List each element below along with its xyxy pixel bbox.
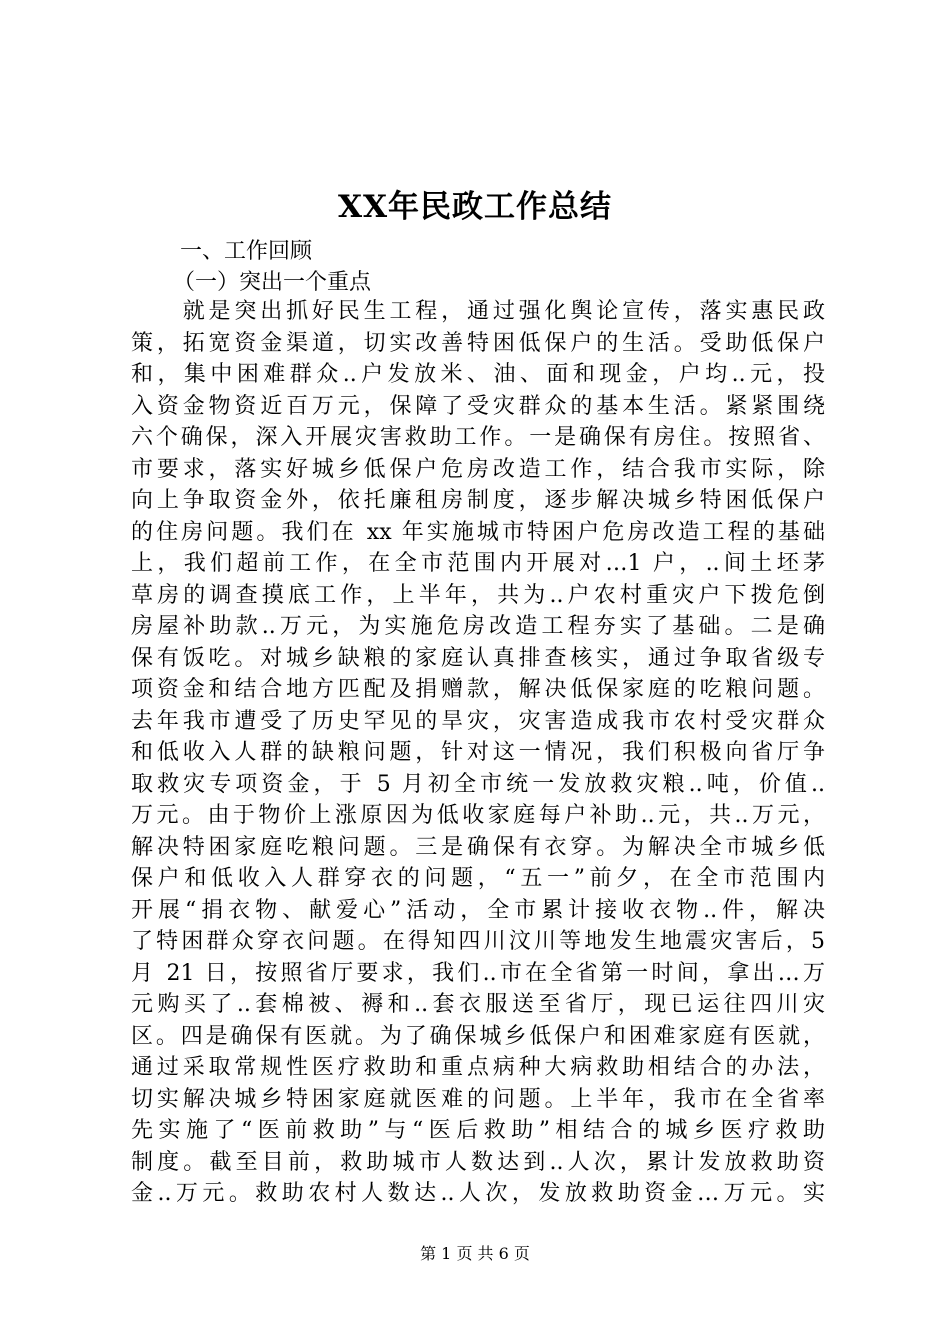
body-line: 和低收入人群的缺粮问题，针对这一情况，我们积极向省厅争 xyxy=(131,740,825,765)
body-line: 万元。由于物价上涨原因为低收家庭每户补助..元，共..万元， xyxy=(131,803,825,828)
body-line: 六个确保，深入开展灾害救助工作。一是确保有房住。按照省、 xyxy=(131,425,825,450)
body-line: 切实解决城乡特困家庭就医难的问题。上半年，我市在全省率 xyxy=(131,1086,825,1112)
subsection-heading: （一）突出一个重点 xyxy=(173,270,372,295)
body-line: 向上争取资金外，依托廉租房制度，逐步解决城乡特困低保户 xyxy=(131,488,825,513)
body-line: 去年我市遭受了历史罕见的旱灾，灾害造成我市农村受灾群众 xyxy=(131,708,825,734)
body-line: 制度。截至目前，救助城市人数达到..人次，累计发放救助资 xyxy=(131,1149,825,1175)
body-line: 保户和低收入人群穿衣的问题，“五一”前夕，在全市范围内 xyxy=(131,866,825,891)
page-footer: 第 1 页 共 6 页 xyxy=(420,1244,530,1263)
body-line: 项资金和结合地方匹配及捐赠款，解决低保家庭的吃粮问题。 xyxy=(131,677,825,702)
body-line: 市要求，落实好城乡低保户危房改造工作，结合我市实际，除 xyxy=(131,456,825,482)
body-line: 上，我们超前工作，在全市范围内开展对…1 户，..间土坯茅 xyxy=(131,551,825,576)
body-line: 元购买了..套棉被、褥和..套衣服送至省厅，现已运往四川灾 xyxy=(131,992,825,1017)
body-line: 入资金物资近百万元，保障了受灾群众的基本生活。紧紧围绕 xyxy=(131,393,825,419)
body-line: 解决特困家庭吃粮问题。三是确保有衣穿。为解决全市城乡低 xyxy=(131,834,825,860)
body-line: 房屋补助款..万元，为实施危房改造工程夯实了基础。二是确 xyxy=(131,614,825,639)
section-heading: 一、工作回顾 xyxy=(180,239,313,264)
body-line: 通过采取常规性医疗救助和重点病种大病救助相结合的办法， xyxy=(131,1055,825,1080)
body-line: 保有饭吃。对城乡缺粮的家庭认真排查核实，通过争取省级专 xyxy=(131,645,825,671)
body-line: 草房的调查摸底工作，上半年，共为..户农村重灾户下拨危倒 xyxy=(131,582,825,608)
body-line: 金..万元。救助农村人数达..人次，发放救助资金…万元。实 xyxy=(131,1181,825,1206)
body-line: 先实施了“医前救助”与“医后救助”相结合的城乡医疗救助 xyxy=(131,1118,825,1143)
body-line: 开展“捐衣物、献爱心”活动，全市累计接收衣物..件，解决 xyxy=(131,897,825,923)
body-line: 策，拓宽资金渠道，切实改善特困低保户的生活。受助低保户 xyxy=(131,330,825,356)
body-line: 就是突出抓好民生工程，通过强化舆论宣传，落实惠民政 xyxy=(131,299,825,324)
body-line: 和，集中困难群众..户发放米、油、面和现金，户均..元，投 xyxy=(131,362,825,387)
body-line: 的住房问题。我们在 xx 年实施城市特困户危房改造工程的基础 xyxy=(131,519,825,545)
body-text xyxy=(131,296,825,1210)
body-line: 了特困群众穿衣问题。在得知四川汶川等地发生地震灾害后，5 xyxy=(131,929,825,954)
body-line: 取救灾专项资金，于 5 月初全市统一发放救灾粮..吨，价值.. xyxy=(131,771,825,797)
document-title: XX年民政工作总结 xyxy=(337,189,613,225)
body-line: 月 21 日，按照省厅要求，我们..市在全省第一时间，拿出…万 xyxy=(131,960,825,986)
body-line: 区。四是确保有医就。为了确保城乡低保户和困难家庭有医就， xyxy=(131,1023,825,1049)
